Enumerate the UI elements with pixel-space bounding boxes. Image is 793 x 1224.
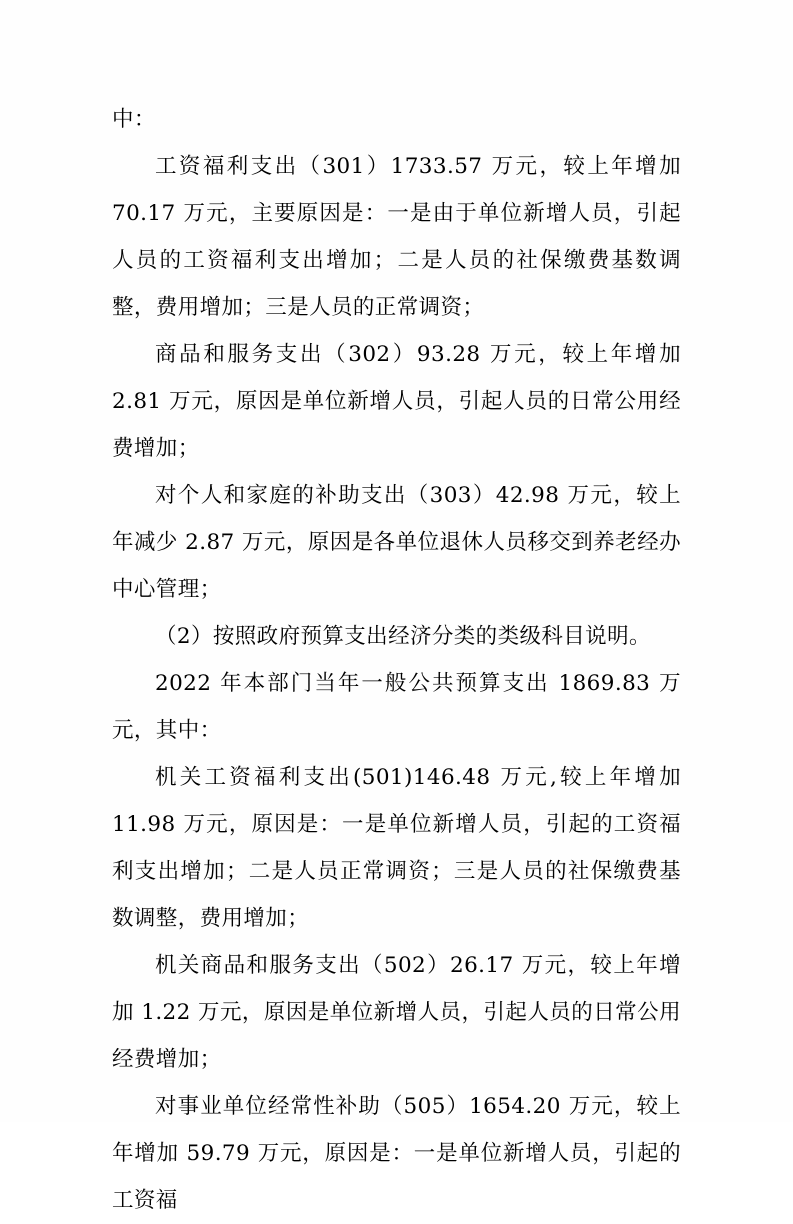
paragraph: 2022 年本部门当年一般公共预算支出 1869.83 万元，其中：: [112, 671, 681, 743]
paragraph: 机关工资福利支出(501)146.48 万元,较上年增加 11.98 万元，原因是：一是单位新增人员，引起的工资福利支出增加；二是人员正常调资；三是人员的社保缴费基数调整，费用增加；: [112, 765, 681, 931]
paragraph: 中：: [112, 107, 156, 132]
paragraph: （2）按照政府预算支出经济分类的类级科目说明。: [155, 624, 651, 649]
document-body: [112, 96, 681, 1224]
paragraph: 机关商品和服务支出（502）26.17 万元，较上年增加 1.22 万元，原因是单位新增人员，引起人员的日常公用经费增加；: [112, 953, 681, 1072]
paragraph: 工资福利支出（301）1733.57 万元，较上年增加 70.17 万元，主要原因是：一是由于单位新增人员，引起人员的工资福利支出增加；二是人员的社保缴费基数调整，费用增加；三是人员的正常调资；: [112, 154, 681, 320]
paragraph: 对个人和家庭的补助支出（303）42.98 万元，较上年减少 2.87 万元，原因是各单位退休人员移交到养老经办中心管理；: [112, 483, 681, 602]
paragraph: 对事业单位经常性补助（505）1654.20 万元，较上年增加 59.79 万元，原因是：一是单位新增人员，引起的工资福: [112, 1094, 681, 1213]
paragraph: 商品和服务支出（302）93.28 万元，较上年增加 2.81 万元，原因是单位新增人员，引起人员的日常公用经费增加；: [112, 342, 681, 461]
